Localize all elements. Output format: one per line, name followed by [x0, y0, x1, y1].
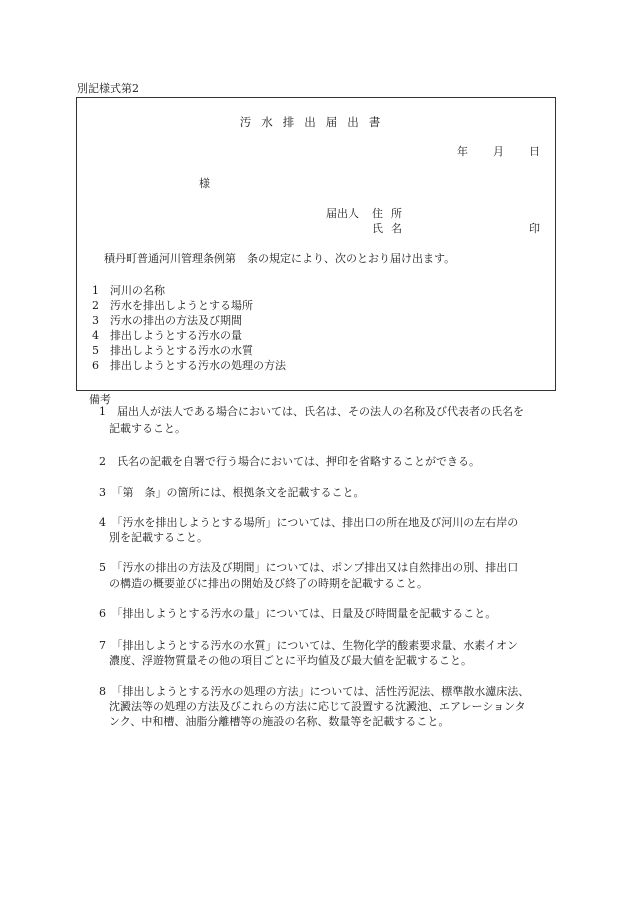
- applicant-label: 届出人: [326, 207, 359, 220]
- date-year-label: 年: [457, 145, 468, 158]
- note-item: 4 「汚水を排出しようとする場所」については、排出口の所在地及び河川の左右岸の: [99, 516, 519, 529]
- note-item: 8 「排出しようとする汚水の処理の方法」については、活性汚泥法、標準散水濾床法、: [99, 685, 530, 698]
- note-item: 5 「汚水の排出の方法及び期間」については、ポンプ排出又は自然排出の別、排出口: [99, 561, 519, 574]
- note-item-continuation: 別を記載すること。: [109, 531, 208, 544]
- address-label: 住所: [372, 207, 410, 220]
- list-item: 2 汚水を排出しようとする場所: [92, 299, 253, 312]
- intro-statement: 積丹町普通河川管理条例第 条の規定により、次のとおり届け出ます。: [104, 252, 456, 265]
- date-day-label: 日: [529, 145, 540, 158]
- list-item: 3 汚水の排出の方法及び期間: [92, 314, 242, 327]
- list-item: 6 排出しようとする汚水の処理の方法: [92, 359, 286, 372]
- notes-heading: 備考: [89, 393, 111, 406]
- date-month-label: 月: [493, 145, 504, 158]
- addressee-honorific: 様: [199, 177, 210, 190]
- note-item-continuation: の構造の概要並びに排出の開始及び終了の時期を記載すること。: [109, 577, 428, 590]
- list-item: 4 排出しようとする汚水の量: [92, 329, 242, 342]
- list-item: 5 排出しようとする汚水の水質: [92, 344, 253, 357]
- note-item: 1 届出人が法人である場合においては、氏名は、その法人の名称及び代表者の氏名を: [99, 405, 524, 418]
- note-item-continuation: 濃度、浮遊物質量その他の項目ごとに平均値及び最大値を記載すること。: [109, 654, 472, 667]
- list-item: 1 河川の名称: [92, 284, 165, 297]
- note-item-continuation: 沈澱法等の処理の方法及びこれらの方法に応じて設置する沈澱池、エアレーションタ: [109, 700, 526, 713]
- note-item-continuation: ンク、中和槽、油脂分離槽等の施設の名称、数量等を記載すること。: [109, 715, 450, 728]
- name-label: 氏名: [372, 222, 410, 235]
- note-item: 6 「排出しようとする汚水の量」については、日量及び時間量を記載すること。: [99, 607, 497, 620]
- note-item: 7 「排出しようとする汚水の水質」については、生物化学的酸素要求量、水素イオン: [99, 639, 518, 652]
- note-item: 2 氏名の記載を自署で行う場合においては、押印を省略することができる。: [99, 455, 480, 468]
- form-title: 汚水排出届出書: [239, 115, 391, 129]
- note-item-continuation: 記載すること。: [109, 422, 186, 435]
- note-item: 3 「第 条」の箇所には、根拠条文を記載すること。: [99, 486, 365, 499]
- seal-label: 印: [529, 222, 540, 235]
- form-number-label: 別記様式第2: [77, 82, 139, 95]
